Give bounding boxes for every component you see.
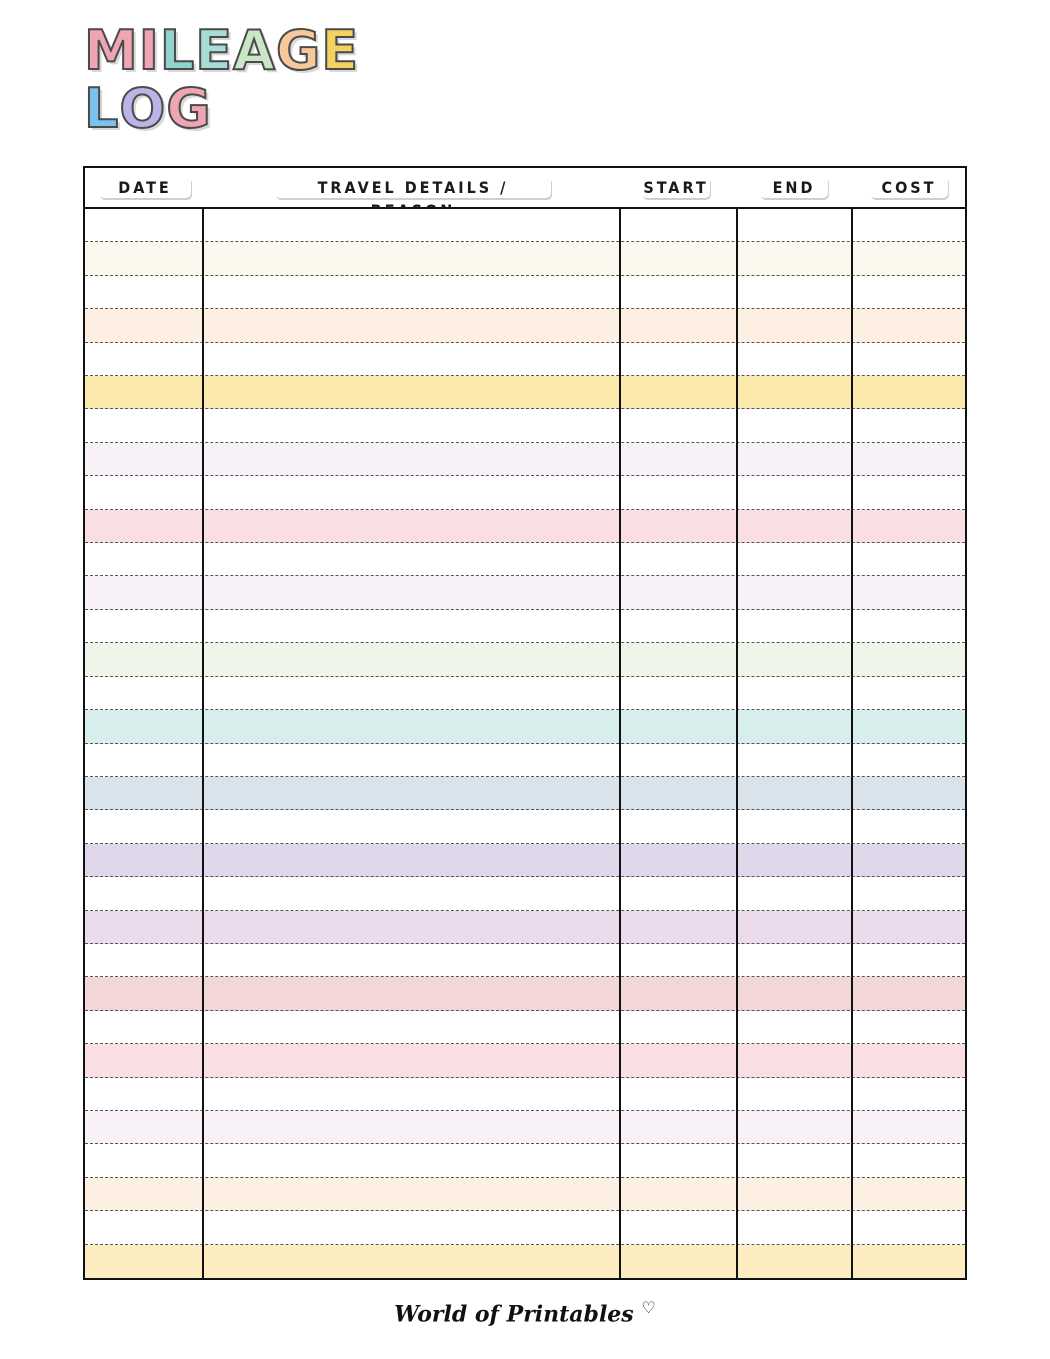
table-row[interactable] xyxy=(85,1078,965,1111)
title-letter: A xyxy=(233,19,276,82)
table-row[interactable] xyxy=(85,1245,965,1278)
column-divider xyxy=(736,209,738,1278)
table-row[interactable] xyxy=(85,576,965,610)
table-header xyxy=(85,168,965,209)
column-divider xyxy=(851,209,853,1278)
mileage-log-table xyxy=(83,166,967,1280)
table-row[interactable] xyxy=(85,844,965,877)
table-row[interactable] xyxy=(85,510,965,543)
column-divider xyxy=(202,209,204,1278)
column-header-end: END xyxy=(760,176,828,198)
table-row[interactable] xyxy=(85,677,965,710)
table-row[interactable] xyxy=(85,443,965,476)
table-row[interactable] xyxy=(85,710,965,744)
title-log xyxy=(84,77,212,140)
table-row[interactable] xyxy=(85,309,965,343)
table-row[interactable] xyxy=(85,877,965,911)
log-rows xyxy=(85,209,965,1278)
title-letter: L xyxy=(84,77,120,140)
table-row[interactable] xyxy=(85,242,965,276)
title-letter: G xyxy=(166,77,212,140)
table-row[interactable] xyxy=(85,1011,965,1044)
table-row[interactable] xyxy=(85,643,965,677)
table-row[interactable] xyxy=(85,810,965,844)
title-letter: O xyxy=(119,77,167,140)
column-header-cost: COST xyxy=(870,176,948,198)
table-row[interactable] xyxy=(85,777,965,810)
table-row[interactable] xyxy=(85,543,965,576)
table-row[interactable] xyxy=(85,610,965,643)
title-letter: E xyxy=(195,19,234,82)
table-row[interactable] xyxy=(85,476,965,510)
table-row[interactable] xyxy=(85,1211,965,1245)
table-row[interactable] xyxy=(85,1044,965,1078)
column-header-travel-details: TRAVEL DETAILS / xyxy=(275,176,551,198)
table-row[interactable] xyxy=(85,209,965,242)
table-row[interactable] xyxy=(85,1144,965,1178)
table-row[interactable] xyxy=(85,409,965,443)
title-letter: I xyxy=(138,19,160,82)
title-letter: M xyxy=(84,19,139,82)
footer-brand xyxy=(0,1298,1050,1327)
title-letter: E xyxy=(321,19,360,82)
column-divider xyxy=(619,209,621,1278)
heart-outline-icon: ♡ xyxy=(641,1298,656,1317)
column-header-start: START xyxy=(643,178,709,197)
table-row[interactable] xyxy=(85,744,965,777)
column-header-date: DATE xyxy=(99,176,191,198)
table-row[interactable] xyxy=(85,1111,965,1144)
table-row[interactable] xyxy=(85,944,965,977)
table-row[interactable] xyxy=(85,276,965,309)
table-row[interactable] xyxy=(85,911,965,944)
title-letter: G xyxy=(275,19,322,82)
brand-name: World of Printables xyxy=(394,1301,634,1328)
table-row[interactable] xyxy=(85,376,965,409)
table-row[interactable] xyxy=(85,343,965,376)
table-row[interactable] xyxy=(85,977,965,1011)
title-letter: L xyxy=(159,19,196,82)
title-mileage xyxy=(84,19,360,82)
table-row[interactable] xyxy=(85,1178,965,1211)
